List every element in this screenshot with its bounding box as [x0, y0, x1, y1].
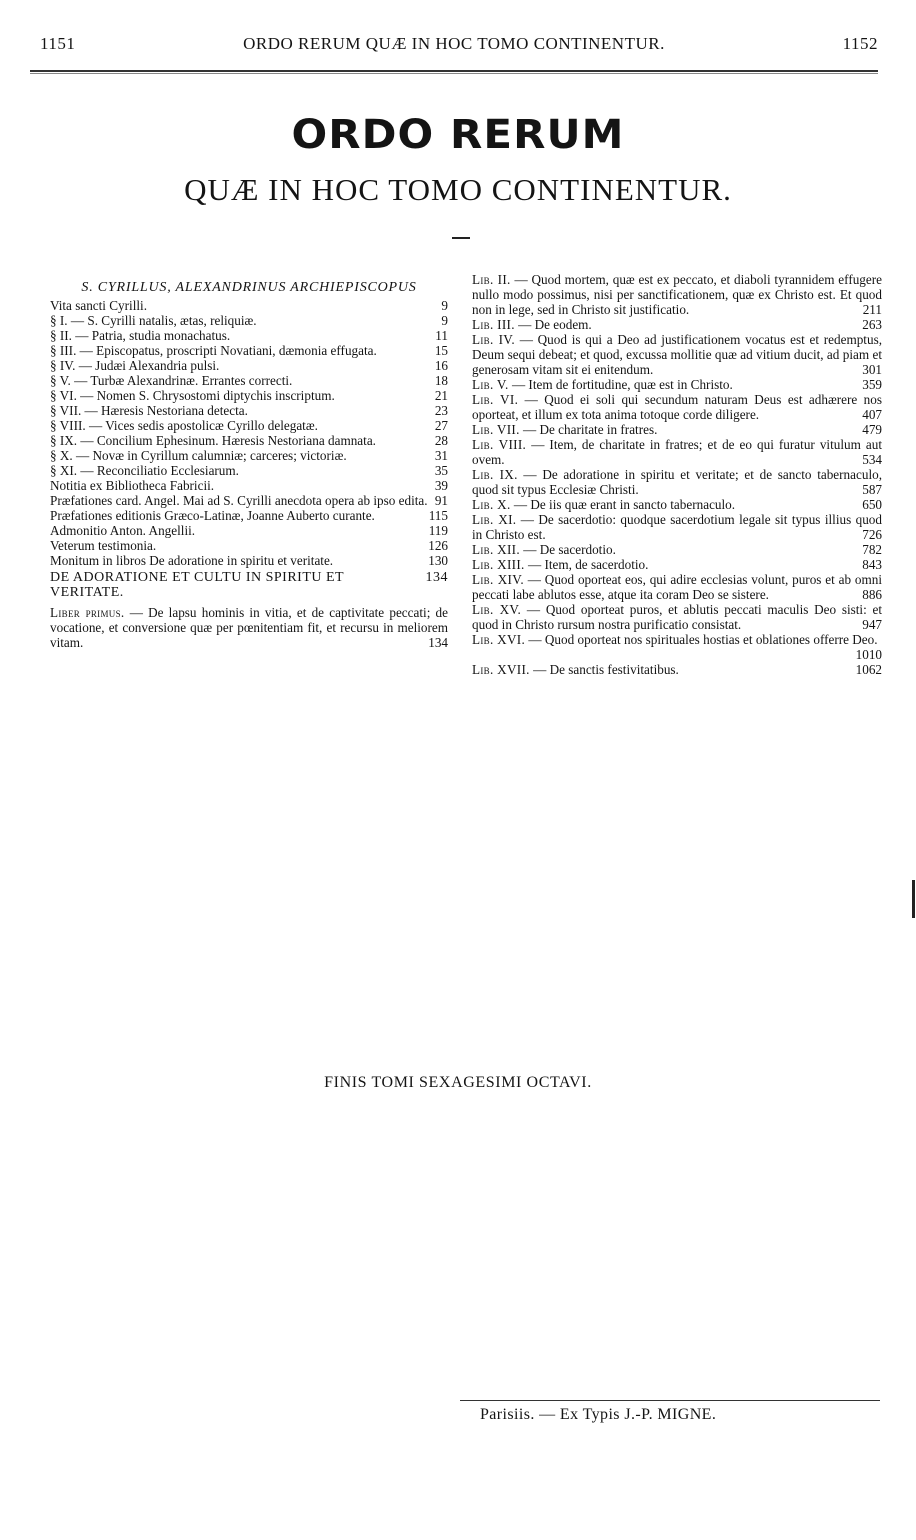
liber-label: Lib. IV. — [472, 332, 515, 347]
left-column — [50, 280, 448, 650]
toc-entry-text: § XI. — Reconciliatio Ecclesiarum. — [50, 463, 239, 478]
toc-entry-page: 18 — [434, 373, 448, 388]
toc-entry-text: Veterum testimonia. — [50, 538, 157, 553]
liber-label: Lib. VI. — [472, 392, 519, 407]
liber-entry — [472, 437, 882, 467]
toc-entry-page: 23 — [434, 403, 448, 418]
running-title: ORDO RERUM QUÆ IN HOC TOMO CONTINENTUR. — [243, 34, 665, 53]
liber-primus-entry — [50, 605, 448, 650]
toc-entry — [50, 478, 448, 493]
liber-text: — Quod oporteat nos spirituales hostias et oblationes offerre Deo. — [528, 632, 878, 647]
toc-entry-text: § IX. — Concilium Ephesinum. Hæresis Nestoriana damnata. — [50, 433, 376, 448]
scan-edge-mark — [912, 880, 915, 918]
liber-entry — [472, 377, 882, 392]
left-entries — [50, 298, 448, 568]
liber-entry — [472, 632, 882, 662]
liber-page: 782 — [862, 542, 882, 557]
imprint-rule — [460, 1400, 880, 1401]
liber-entry — [472, 572, 882, 602]
liber-entry — [472, 512, 882, 542]
finis-line: FINIS TOMI SEXAGESIMI OCTAVI. — [324, 1074, 592, 1091]
liber-text: — De sanctis festivitatibus. — [533, 662, 679, 677]
liber-label: Lib. XIV. — [472, 572, 524, 587]
liber-entry — [472, 662, 882, 677]
liber-label: Lib. XV. — [472, 602, 522, 617]
liber-page: 1062 — [855, 662, 882, 677]
liber-text: — De sacerdotio. — [523, 542, 616, 557]
toc-entry-text: § VI. — Nomen S. Chrysostomi diptychis inscriptum. — [50, 388, 335, 403]
section-heading-text: DE ADORATIONE ET CULTU IN SPIRITU ET VERITATE. — [50, 570, 344, 600]
liber-text: — Item, de charitate in fratres; et de eo qui furatur vitulum aut ovem. — [472, 437, 883, 467]
toc-entry-text: § I. — S. Cyrilli natalis, ætas, reliquiæ. — [50, 313, 257, 328]
toc-entry-page: 21 — [434, 388, 448, 403]
liber-text: — De iis quæ erant in sancto tabernaculo. — [513, 497, 736, 512]
liber-page: 587 — [862, 482, 882, 497]
liber-label: Lib. III. — [472, 317, 515, 332]
page-number-right: 1152 — [842, 34, 878, 53]
section-heading-page: 134 — [425, 570, 448, 585]
toc-entry — [50, 313, 448, 328]
toc-entry — [50, 298, 448, 313]
page-number-left: 1151 — [40, 34, 76, 53]
toc-entry-text: Vita sancti Cyrilli. — [50, 298, 147, 313]
toc-entry-text: Præfationes card. Angel. Mai ad S. Cyrilli anecdota opera ab ipso edita. — [50, 493, 428, 508]
liber-page: 843 — [862, 557, 882, 572]
liber-text: — De eodem. — [518, 317, 592, 332]
toc-entry-page: 31 — [434, 448, 448, 463]
toc-entry — [50, 508, 448, 523]
toc-entry — [50, 448, 448, 463]
toc-entry-text: Præfationes editionis Græco-Latinæ, Joanne Auberto curante. — [50, 508, 375, 523]
liber-text: — Item, de sacerdotio. — [527, 557, 649, 572]
liber-label: Lib. VIII. — [472, 437, 527, 452]
liber-label: Lib. XI. — [472, 512, 517, 527]
liber-entry — [472, 272, 882, 317]
toc-entry — [50, 373, 448, 388]
liber-primus-label: Liber primus. — [50, 605, 125, 620]
page-subtitle: QUÆ IN HOC TOMO CONTINENTUR. — [184, 172, 732, 207]
toc-entry-page: 9 — [441, 298, 448, 313]
liber-entry — [472, 422, 882, 437]
printer-imprint: Parisiis. — Ex Typis J.-P. MIGNE. — [480, 1406, 717, 1423]
toc-entry-text: § II. — Patria, studia monachatus. — [50, 328, 231, 343]
toc-entry-page: 119 — [428, 523, 448, 538]
liber-page: 886 — [862, 587, 882, 602]
liber-label: Lib. X. — [472, 497, 511, 512]
toc-entry — [50, 358, 448, 373]
toc-entry-page: 115 — [428, 508, 448, 523]
liber-text: — Item de fortitudine, quæ est in Christo. — [511, 377, 733, 392]
toc-entry-text: § VII. — Hæresis Nestoriana detecta. — [50, 403, 248, 418]
liber-page: 359 — [862, 377, 882, 392]
liber-primus-page: 134 — [428, 635, 448, 650]
right-column — [472, 272, 882, 677]
toc-entry-text: Notitia ex Bibliotheca Fabricii. — [50, 478, 215, 493]
liber-page: 479 — [862, 422, 882, 437]
liber-entry — [472, 557, 882, 572]
toc-entry — [50, 388, 448, 403]
liber-page: 534 — [862, 452, 882, 467]
liber-entry — [472, 467, 882, 497]
toc-entry — [50, 343, 448, 358]
liber-page: 1010 — [855, 647, 882, 662]
section-heading — [50, 570, 448, 600]
toc-entry-page: 27 — [434, 418, 448, 433]
liber-label: Lib. II. — [472, 272, 511, 287]
toc-entry — [50, 538, 448, 553]
toc-entry-page: 11 — [435, 328, 448, 343]
title-divider — [452, 237, 470, 239]
toc-entry — [50, 463, 448, 478]
toc-entry-text: § V. — Turbæ Alexandrinæ. Errantes correcti. — [50, 373, 293, 388]
toc-entry — [50, 493, 448, 508]
toc-entry — [50, 553, 448, 568]
toc-entry-page: 9 — [441, 313, 448, 328]
toc-entry-text: § VIII. — Vices sedis apostolicæ Cyrillo delegatæ. — [50, 418, 318, 433]
toc-entry-page: 39 — [434, 478, 448, 493]
liber-entry — [472, 497, 882, 512]
liber-page: 407 — [862, 407, 882, 422]
liber-label: Lib. VII. — [472, 422, 520, 437]
liber-label: Lib. IX. — [472, 467, 518, 482]
liber-text: — Quod mortem, quæ est ex peccato, et diaboli tyrannidem effugere nullo modo possimus, nisi per sanctificationem, quæ ex Christo est. Et quod non in lege, sed in Christo sit justificatio. — [472, 272, 882, 317]
toc-entry-page: 16 — [434, 358, 448, 373]
liber-text: — Quod oporteat eos, qui adire ecclesias volunt, puros et ab omni peccati labe ablutos esse, atque ita coram Deo se sistere. — [472, 572, 883, 602]
toc-entry-text: § IV. — Judæi Alexandria pulsi. — [50, 358, 220, 373]
liber-primus-text: — De lapsu hominis in vitia, et de captivitate peccati; de vocatione, et conversione quæ per pœnitentiam fit, et recursu in meliorem vitam. — [50, 605, 449, 650]
liber-label: Lib. XIII. — [472, 557, 525, 572]
liber-page: 211 — [862, 302, 882, 317]
liber-text: — De adoratione in spiritu et veritate; et de sancto tabernaculo, quod sit typus Ecclesiæ Christi. — [472, 467, 883, 497]
right-entries — [472, 272, 882, 677]
toc-entry-page: 91 — [434, 493, 448, 508]
toc-entry — [50, 328, 448, 343]
toc-entry-page: 28 — [434, 433, 448, 448]
liber-entry — [472, 392, 882, 422]
toc-entry-text: Admonitio Anton. Angellii. — [50, 523, 196, 538]
toc-entry-page: 35 — [434, 463, 448, 478]
toc-entry-page: 130 — [428, 553, 448, 568]
liber-entry — [472, 332, 882, 377]
page-title: ORDO RERUM — [291, 112, 625, 158]
liber-label: Lib. XII. — [472, 542, 520, 557]
liber-page: 947 — [862, 617, 882, 632]
liber-entry — [472, 542, 882, 557]
toc-entry — [50, 403, 448, 418]
liber-entry — [472, 317, 882, 332]
liber-text: — Quod is qui a Deo ad justificationem vocatus est et redemptus, Deum sequi debeat; et quod, excussa mollitie quæ ad vitium ducit, ad piam et generosam vitam sit ei enitendum. — [472, 332, 882, 377]
liber-text: — Quod oporteat puros, et ablutis peccati maculis Deo sisti: et quod in Christo rursum nostra purificatio consistat. — [472, 602, 883, 632]
header-rule-thin — [30, 73, 878, 74]
toc-entry-text: § III. — Episcopatus, proscripti Novatiani, dæmonia effugata. — [50, 343, 377, 358]
liber-text: — De sacerdotio: quodque sacerdotium legale sit typus illius quod in Christo est. — [472, 512, 882, 542]
header-rule — [30, 70, 878, 72]
toc-entry-text: § X. — Novæ in Cyrillum calumniæ; carceres; victoriæ. — [50, 448, 347, 463]
liber-label: Lib. V. — [472, 377, 509, 392]
toc-entry — [50, 418, 448, 433]
liber-label: Lib. XVI. — [472, 632, 526, 647]
liber-label: Lib. XVII. — [472, 662, 530, 677]
liber-page: 301 — [862, 362, 882, 377]
liber-entry — [472, 602, 882, 632]
author-heading: S. CYRILLUS, ALEXANDRINUS ARCHIEPISCOPUS — [81, 280, 417, 295]
toc-entry-text: Monitum in libros De adoratione in spiritu et veritate. — [50, 553, 334, 568]
toc-entry-page: 15 — [434, 343, 448, 358]
liber-page: 726 — [862, 527, 882, 542]
running-header — [30, 34, 878, 58]
liber-text: — De charitate in fratres. — [523, 422, 658, 437]
liber-text: — Quod ei soli qui secundum naturam Deus est adhærere nos oporteat, et illum ex tota anima totoque corde diligere. — [472, 392, 883, 422]
liber-page: 650 — [862, 497, 882, 512]
toc-entry — [50, 433, 448, 448]
toc-entry — [50, 523, 448, 538]
toc-entry-page: 126 — [428, 538, 448, 553]
liber-page: 263 — [862, 317, 882, 332]
